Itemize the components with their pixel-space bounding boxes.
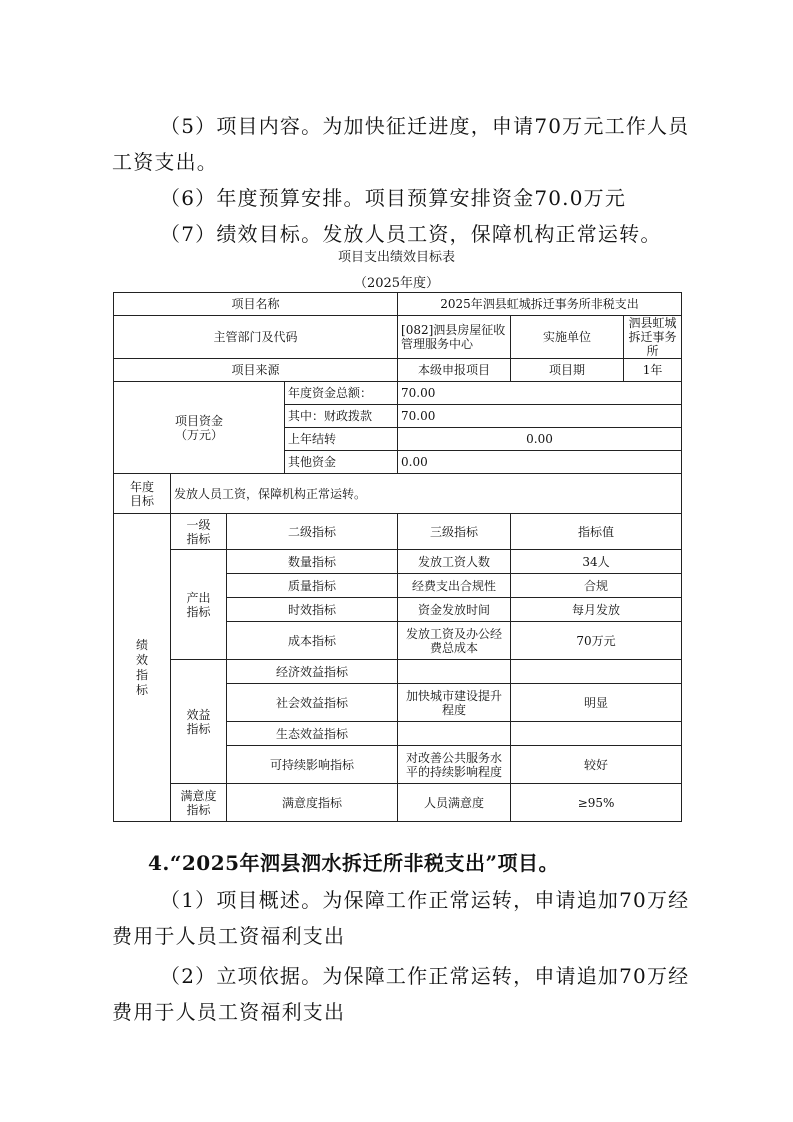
benefit-l3: 加快城市建设提升程度 <box>398 684 511 722</box>
period-label: 项目期 <box>511 359 624 382</box>
output-l3: 发放工资及办公经费总成本 <box>398 622 511 660</box>
benefit-l2: 可持续影响指标 <box>227 746 398 784</box>
output-value: 合规 <box>511 574 682 598</box>
table-subtitle: （2025年度） <box>353 276 440 291</box>
annual-goal-value: 发放人员工资，保障机构正常运转。 <box>171 474 682 514</box>
funds-fiscal-value: 70.00 <box>398 405 682 428</box>
dept-label: 主管部门及代码 <box>114 316 398 359</box>
benefit-value <box>511 722 682 746</box>
paragraph-6: （6）年度预算安排。项目预算安排资金70.0万元 <box>160 186 627 210</box>
paragraph-5-line1: （5）项目内容。为加快征迁进度，申请70万元工作人员 <box>160 114 690 138</box>
impl-label: 实施单位 <box>511 316 624 359</box>
period-value: 1年 <box>624 359 682 382</box>
output-value: 34人 <box>511 550 682 574</box>
impl-value: 泗县虹城拆迁事务所 <box>624 316 682 359</box>
source-label: 项目来源 <box>114 359 398 382</box>
dept-value: [082]泗县房屋征收管理服务中心 <box>398 316 511 359</box>
output-indicators-label: 产出指标 <box>171 550 227 660</box>
header-l1: 一级指标 <box>171 514 227 550</box>
output-l2: 数量指标 <box>227 550 398 574</box>
paragraph-b2-line1: （2）立项依据。为保障工作正常运转，申请追加70万经 <box>160 964 690 988</box>
annual-goal-label: 年度目标 <box>114 474 171 514</box>
benefit-value: 明显 <box>511 684 682 722</box>
benefit-indicators-label: 效益指标 <box>171 660 227 784</box>
paragraph-5-line2: 工资支出。 <box>112 150 218 174</box>
output-l2: 成本指标 <box>227 622 398 660</box>
project-name-value: 2025年泗县虹城拆迁事务所非税支出 <box>398 293 682 316</box>
performance-table <box>113 292 682 822</box>
benefit-value <box>511 660 682 684</box>
funds-fiscal-label: 其中：财政拨款 <box>285 405 398 428</box>
table-title: 项目支出绩效目标表 <box>337 250 455 265</box>
perf-indicators-label: 绩效指标 <box>114 514 171 822</box>
paragraph-b1-line1: （1）项目概述。为保障工作正常运转，申请追加70万经 <box>160 888 690 912</box>
benefit-l2: 社会效益指标 <box>227 684 398 722</box>
benefit-l2: 经济效益指标 <box>227 660 398 684</box>
funds-carryover-value: 0.00 <box>398 428 682 451</box>
section-heading: 4.“2025年泗县泗水拆迁所非税支出”项目。 <box>148 851 560 875</box>
header-value: 指标值 <box>511 514 682 550</box>
satisfaction-l2: 满意度指标 <box>227 784 398 822</box>
funds-total-value: 70.00 <box>398 382 682 405</box>
benefit-l3 <box>398 660 511 684</box>
output-l2: 质量指标 <box>227 574 398 598</box>
satisfaction-indicators-label: 满意度指标 <box>171 784 227 822</box>
output-l3: 资金发放时间 <box>398 598 511 622</box>
benefit-l3 <box>398 722 511 746</box>
paragraph-b2-line2: 费用于人员工资福利支出 <box>112 1000 346 1024</box>
funds-label: 项目资金（万元） <box>114 382 285 474</box>
header-l2: 二级指标 <box>227 514 398 550</box>
satisfaction-l3: 人员满意度 <box>398 784 511 822</box>
output-value: 每月发放 <box>511 598 682 622</box>
funds-other-value: 0.00 <box>398 451 682 474</box>
benefit-l2: 生态效益指标 <box>227 722 398 746</box>
output-l2: 时效指标 <box>227 598 398 622</box>
header-l3: 三级指标 <box>398 514 511 550</box>
output-l3: 发放工资人数 <box>398 550 511 574</box>
funds-carryover-label: 上年结转 <box>285 428 398 451</box>
funds-total-label: 年度资金总额： <box>285 382 398 405</box>
project-name-label: 项目名称 <box>114 293 398 316</box>
output-value: 70万元 <box>511 622 682 660</box>
output-l3: 经费支出合规性 <box>398 574 511 598</box>
paragraph-b1-line2: 费用于人员工资福利支出 <box>112 924 346 948</box>
source-value: 本级申报项目 <box>398 359 511 382</box>
benefit-l3: 对改善公共服务水平的持续影响程度 <box>398 746 511 784</box>
benefit-value: 较好 <box>511 746 682 784</box>
paragraph-7: （7）绩效目标。发放人员工资，保障机构正常运转。 <box>160 222 662 246</box>
satisfaction-value: ≥95% <box>511 784 682 822</box>
funds-other-label: 其他资金 <box>285 451 398 474</box>
